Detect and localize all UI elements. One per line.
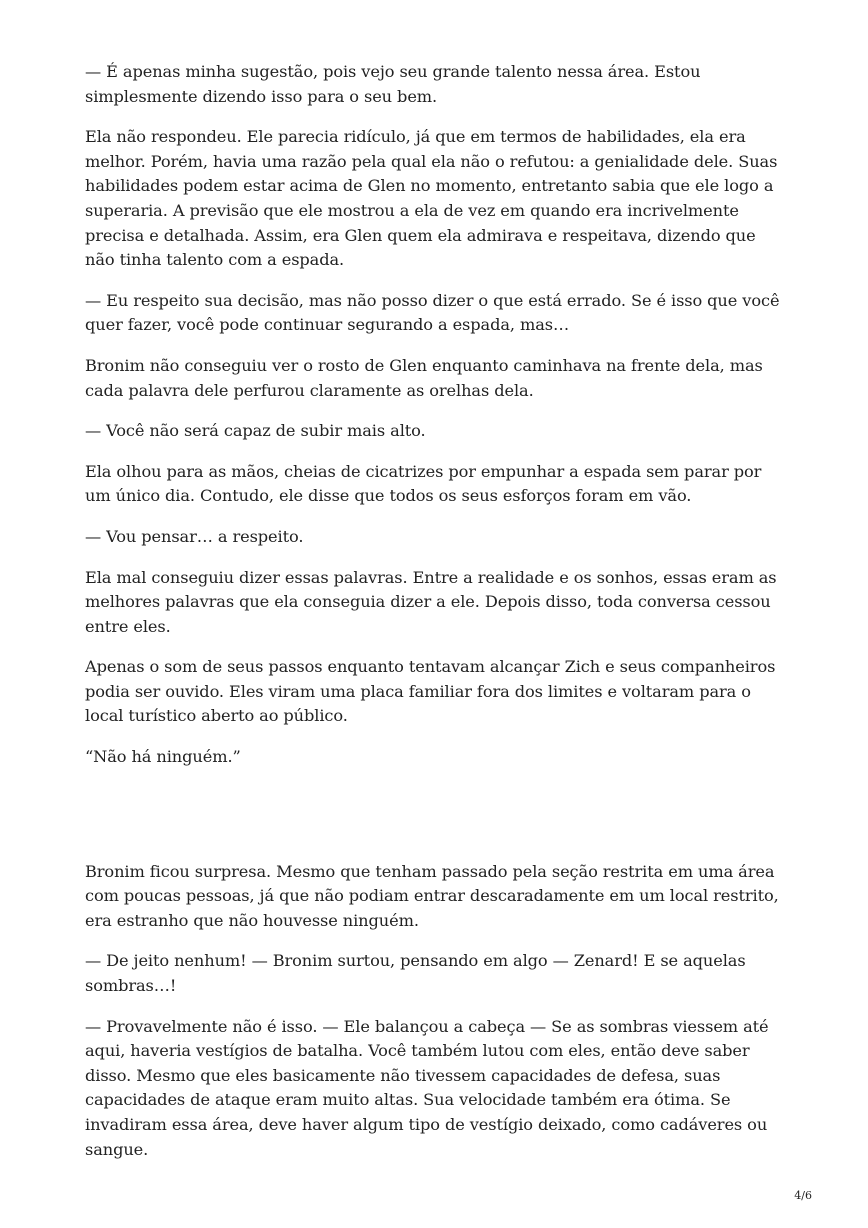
paragraph: Apenas o som de seus passos enquanto tentavam alcançar Zich e seus companheiros podia ser ouvido. Eles viram uma placa familiar fora dos limites e voltaram para o local turístico aberto ao público. xyxy=(85,657,776,726)
section-break xyxy=(85,786,782,860)
paragraph: — Eu respeito sua decisão, mas não posso dizer o que está errado. Se é isso que você quer fazer, você pode continuar segurando a espada, mas… xyxy=(85,290,780,335)
paragraph: Bronim ficou surpresa. Mesmo que tenham passado pela seção restrita em uma área com poucas pessoas, já que não podiam entrar descaradamente em um local restrito, era estranho que não houvesse ninguém. xyxy=(85,861,779,930)
paragraph: Ela mal conseguiu dizer essas palavras. Entre a realidade e os sonhos, essas eram as melhores palavras que ela conseguia dizer a ele. Depois disso, toda conversa cessou entre eles. xyxy=(85,567,777,636)
paragraph: “Não há ninguém.” xyxy=(85,747,241,767)
paragraph: Ela olhou para as mãos, cheias de cicatrizes por empunhar a espada sem parar por um único dia. Contudo, ele disse que todos os seus esforços foram em vão. xyxy=(85,461,762,506)
paragraph: — Você não será capaz de subir mais alto. xyxy=(85,421,426,441)
paragraph: — É apenas minha sugestão, pois vejo seu grande talento nessa área. Estou simplesmente dizendo isso para o seu bem. xyxy=(85,62,701,106)
paragraph: — Vou pensar… a respeito. xyxy=(85,526,304,546)
paragraph: Bronim não conseguiu ver o rosto de Glen enquanto caminhava na frente dela, mas cada palavra dele perfurou claramente as orelhas dela. xyxy=(85,355,763,400)
page-number: 4/6 xyxy=(794,1189,812,1202)
paragraph: — De jeito nenhum! — Bronim surtou, pensando em algo — Zenard! E se aquelas sombras…! xyxy=(85,951,746,996)
paragraph: — Provavelmente não é isso. — Ele balançou a cabeça — Se as sombras viessem até aqui, haveria vestígios de batalha. Você também lutou com eles, então deve saber disso. Mesmo que eles basicamente não tivessem capacidades de defesa, suas capacidades de ataque eram muito altas. Sua velocidade também era ótima. Se invadiram essa área, deve haver algum tipo de vestígio deixado, como cadáveres ou sangue. xyxy=(85,1016,769,1159)
paragraph: Ela não respondeu. Ele parecia ridículo, já que em termos de habilidades, ela era melhor. Porém, havia uma razão pela qual ela não o refutou: a genialidade dele. Suas habilidades podem estar acima de Glen no momento, entretanto sabia que ele logo a superaria. A previsão que ele mostrou a ela de vez em quando era incrivelmente precisa e detalhada. Assim, era Glen quem ela admirava e respeitava, dizendo que não tinha talento com a espada. xyxy=(85,127,778,270)
document-page xyxy=(85,60,782,1178)
